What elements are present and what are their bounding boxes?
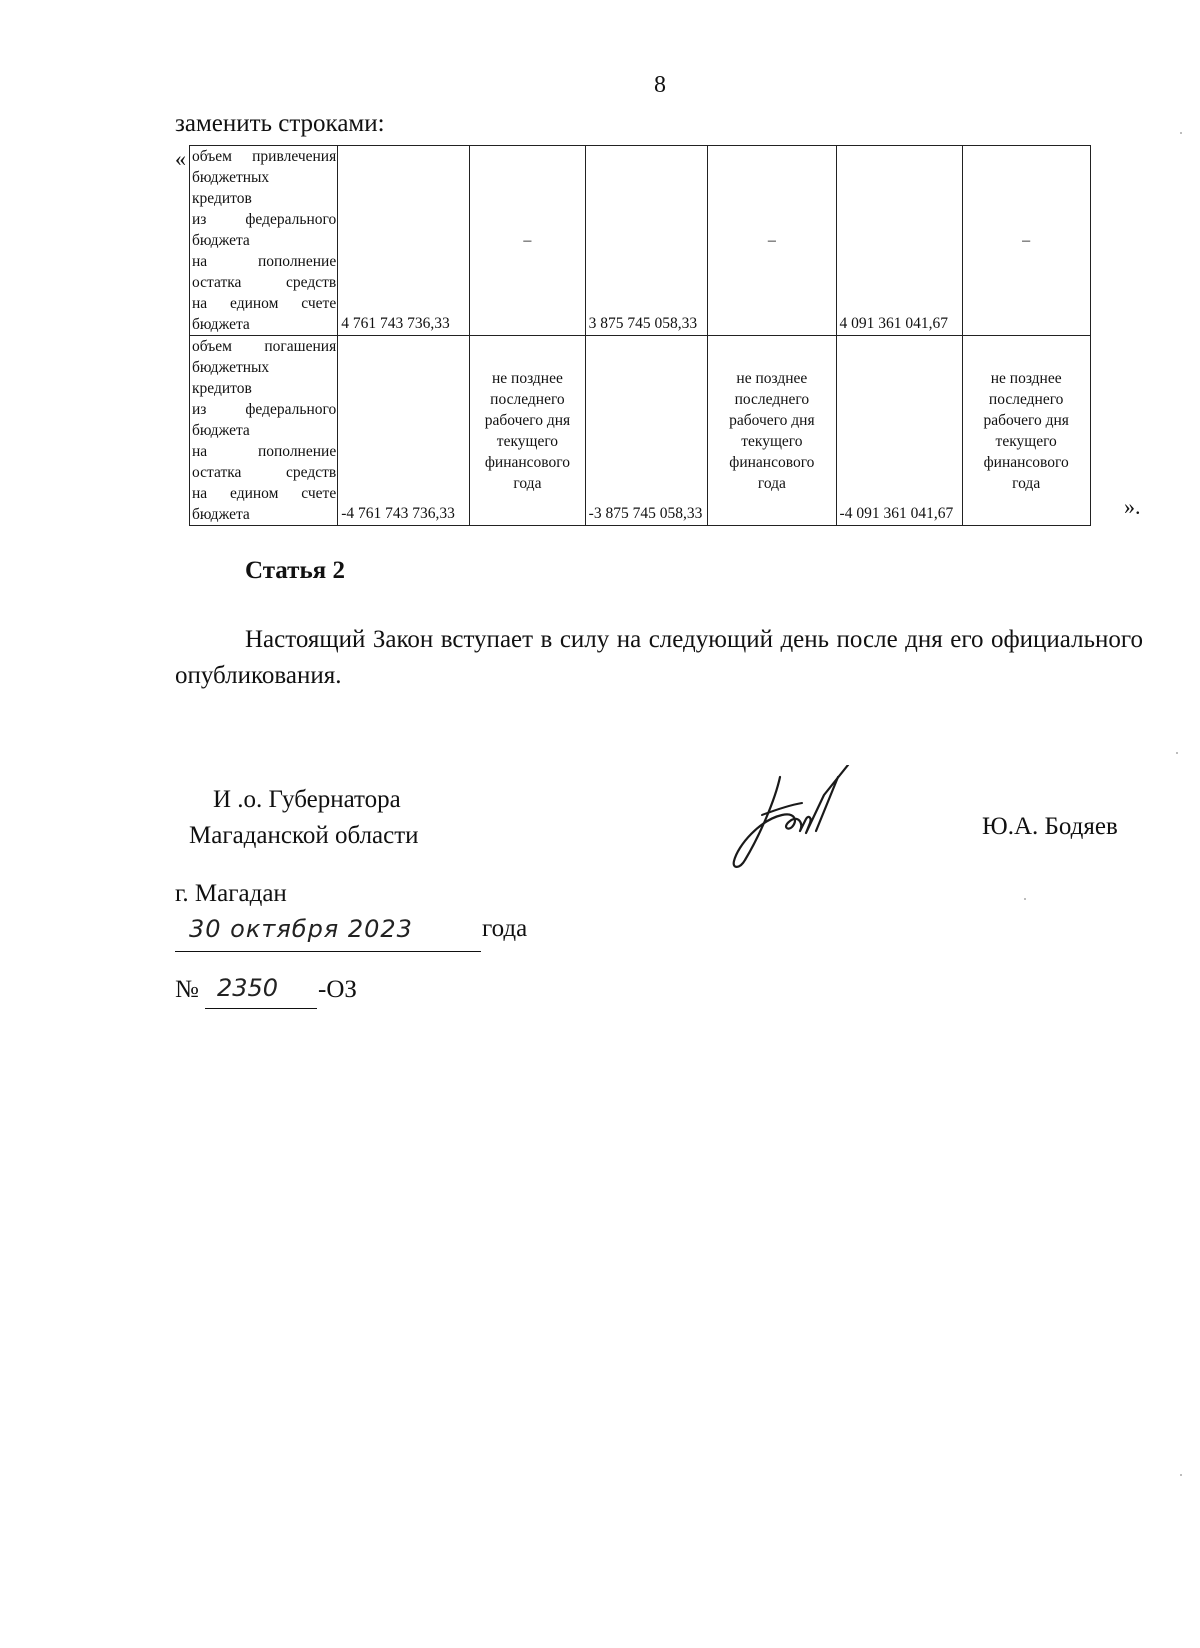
- scan-speck: [1180, 1474, 1182, 1476]
- law-number-fill-line: [205, 974, 317, 1009]
- table-cell-amount: -4 091 361 041,67: [836, 336, 962, 526]
- scan-speck: [1180, 132, 1182, 134]
- date-fill-line: [175, 915, 481, 952]
- closing-quote: ».: [1124, 494, 1141, 519]
- governor-title-line: Магаданской области: [189, 822, 419, 849]
- row-label: объем погашения бюджетных кредитов из федерального бюджета на пополнение остатка средств на едином счете бюджета: [190, 336, 338, 526]
- date-suffix: года: [482, 915, 528, 942]
- table-row: [190, 336, 1200, 526]
- table-cell-amount: 4 091 361 041,67: [836, 146, 962, 336]
- scan-speck: [1024, 898, 1026, 900]
- handwritten-date: 30 октября 2023: [189, 915, 413, 943]
- table-cell-term: не позднее последнего рабочего дня текущего финансового года: [962, 336, 1090, 526]
- table-cell-term: –: [962, 146, 1090, 336]
- article-heading: Статья 2: [245, 557, 345, 584]
- opening-quote: «: [175, 146, 186, 171]
- law-number-suffix: -ОЗ: [318, 976, 357, 1003]
- article-body-text: Настоящий Закон вступает в силу на следующий день после дня его официального опубликования.: [175, 626, 1143, 689]
- city-line: г. Магадан: [175, 880, 287, 907]
- table-cell-amount: -3 875 745 058,33: [585, 336, 708, 526]
- table-cell-term: не позднее последнего рабочего дня текущего финансового года: [708, 336, 836, 526]
- table-cell-amount: -4 761 743 736,33: [338, 336, 470, 526]
- governor-title-line: И .о. Губернатора: [213, 786, 401, 813]
- budget-credits-table: [189, 145, 1200, 526]
- table-cell-term: –: [470, 146, 585, 336]
- signer-name: Ю.А. Бодяев: [982, 813, 1118, 840]
- table-cell-term: не позднее последнего рабочего дня текущего финансового года: [470, 336, 585, 526]
- table-row: [190, 146, 1200, 336]
- handwritten-signature: [720, 765, 870, 880]
- governor-title: [189, 782, 419, 854]
- table-cell-term: –: [708, 146, 836, 336]
- scan-speck: [1176, 752, 1178, 754]
- table-cell-amount: 3 875 745 058,33: [585, 146, 708, 336]
- replace-intro-text: заменить строками:: [175, 110, 385, 137]
- page-number: 8: [654, 72, 666, 98]
- table-cell-amount: 4 761 743 736,33: [338, 146, 470, 336]
- handwritten-law-number: 2350: [217, 974, 279, 1002]
- law-number-prefix: №: [175, 976, 199, 1003]
- row-label: объем привлечения бюджетных кредитов из федерального бюджета на пополнение остатка средств на едином счете бюджета: [190, 146, 338, 336]
